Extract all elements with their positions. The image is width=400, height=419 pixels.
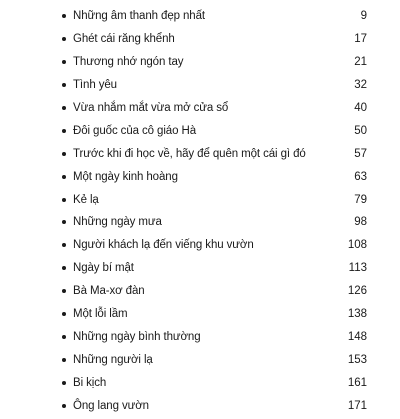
toc-entry-title: Đôi guốc của cô giáo Hà	[73, 124, 196, 137]
toc-entry-page-number: 32	[354, 78, 367, 91]
bullet-icon	[62, 83, 66, 87]
toc-entry-page-number: 40	[354, 101, 367, 114]
toc-entry	[0, 190, 400, 213]
toc-entry	[0, 281, 400, 304]
toc-entry-page-number: 21	[354, 55, 367, 68]
toc-entry	[0, 373, 400, 396]
toc-entry	[0, 6, 400, 29]
toc-entry	[0, 235, 400, 258]
bullet-icon	[62, 14, 66, 18]
bullet-icon	[62, 335, 66, 339]
bullet-icon	[62, 152, 66, 156]
toc-entry-page-number: 138	[347, 308, 367, 321]
toc-entry-title: Vừa nhắm mắt vừa mở cửa sổ	[73, 101, 229, 114]
toc-entry-page-number: 148	[347, 331, 367, 344]
toc-entry-title: Những người lạ	[73, 354, 153, 367]
bullet-icon	[62, 37, 66, 41]
toc-entry	[0, 212, 400, 235]
toc-entry	[0, 258, 400, 281]
toc-entry-page-number: 79	[354, 193, 367, 206]
toc-entry	[0, 304, 400, 327]
toc-entry	[0, 121, 400, 144]
toc-entry-title: Một lỗi lầm	[73, 308, 128, 321]
toc-entry-page-number: 153	[347, 354, 367, 367]
toc-entry-title: Người khách lạ đến viếng khu vườn	[73, 239, 254, 252]
bullet-icon	[62, 198, 66, 202]
bullet-icon	[62, 312, 66, 316]
bullet-icon	[62, 60, 66, 64]
toc-entry-title: Thương nhớ ngón tay	[73, 55, 184, 68]
bullet-icon	[62, 289, 66, 293]
bullet-icon	[62, 266, 66, 270]
toc-entry-page-number: 17	[354, 32, 367, 45]
toc-entry	[0, 167, 400, 190]
toc-entry-title: Tình yêu	[73, 78, 117, 91]
toc-entry	[0, 327, 400, 350]
bullet-icon	[62, 175, 66, 179]
bullet-icon	[62, 358, 66, 362]
toc-entry-page-number: 113	[348, 262, 367, 275]
bullet-icon	[62, 129, 66, 133]
toc-entry-title: Một ngày kinh hoàng	[73, 170, 178, 183]
toc-entry-page-number: 98	[354, 216, 367, 229]
toc-entry-title: Những ngày mưa	[73, 216, 162, 229]
toc-entry-title: Kẻ lạ	[73, 193, 99, 206]
toc-entry-page-number: 171	[347, 399, 367, 412]
toc-entry-page-number: 57	[354, 147, 367, 160]
toc-entry-title: Ngày bí mật	[73, 262, 134, 275]
toc-entry-page-number: 9	[360, 10, 367, 22]
toc-entry-title: Bà Ma-xơ đàn	[73, 285, 145, 298]
toc-entry-title: Bi kịch	[73, 377, 107, 389]
toc-entry	[0, 144, 400, 167]
bullet-icon	[62, 243, 66, 247]
bullet-icon	[62, 106, 66, 110]
toc-entry	[0, 75, 400, 98]
toc-entry-title: Những âm thanh đẹp nhất	[73, 10, 205, 22]
toc-entry-page-number: 63	[354, 170, 367, 183]
bullet-icon	[62, 220, 66, 224]
toc-entry	[0, 29, 400, 52]
toc-entry-title: Ông lang vườn	[73, 399, 149, 412]
toc-entry	[0, 98, 400, 121]
toc-entry-page-number: 108	[347, 239, 367, 252]
toc-entry	[0, 350, 400, 373]
bullet-icon	[62, 381, 66, 385]
toc-entry	[0, 396, 400, 419]
toc-entry-page-number: 161	[347, 377, 367, 389]
toc-entry-page-number: 50	[354, 124, 367, 137]
bullet-icon	[62, 404, 66, 408]
toc-entry-title: Ghét cái răng khểnh	[73, 32, 175, 45]
toc-entry-page-number: 126	[347, 285, 367, 298]
toc-entry-title: Trước khi đi học về, hãy để quên một cái gì đó	[73, 147, 306, 160]
toc-entry	[0, 52, 400, 75]
table-of-contents	[0, 6, 400, 419]
toc-entry-title: Những ngày bình thường	[73, 331, 201, 344]
